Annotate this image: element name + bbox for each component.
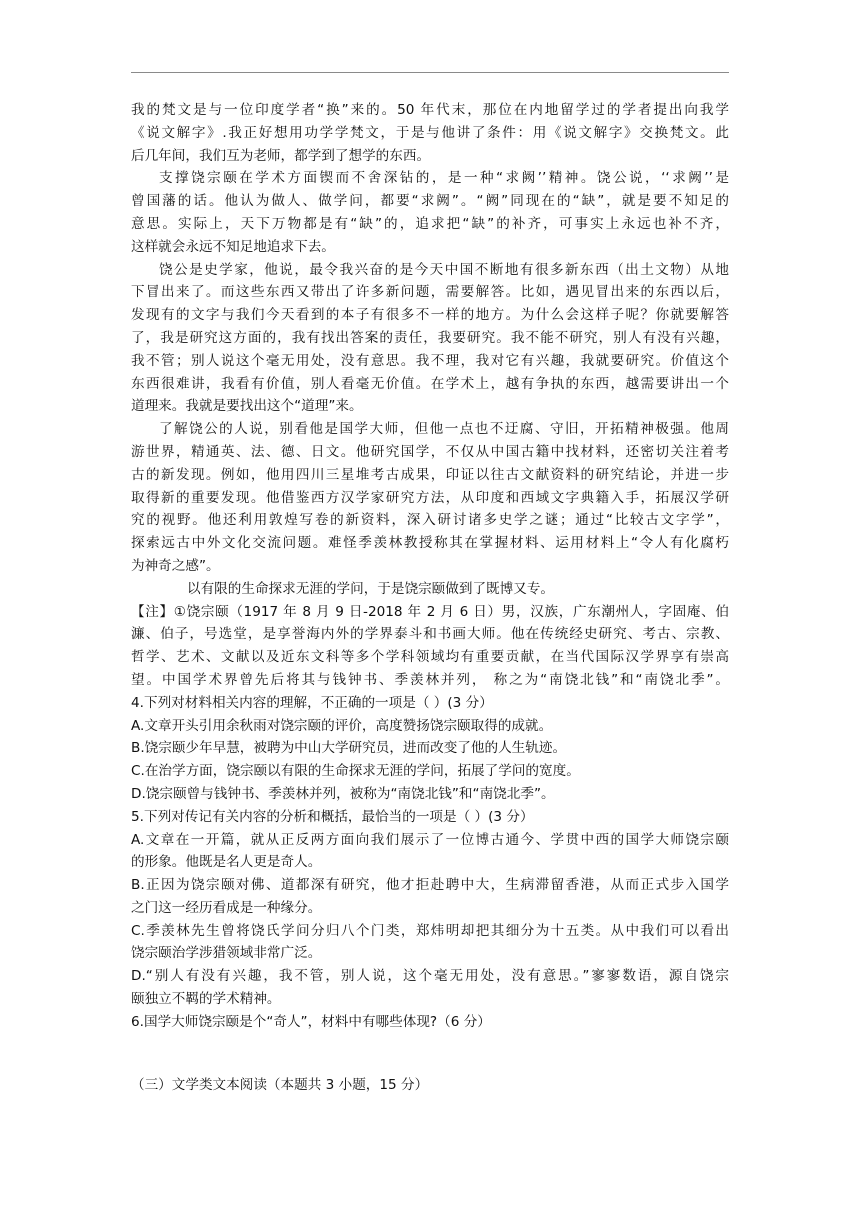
text-line: 古的新发现。例如，他用四川三星堆考古成果，印证以往古文献资料的研究结论，并进一步	[131, 466, 729, 483]
text-line: 这样就会永远不知足地追求下去。	[131, 238, 335, 255]
section-heading: （三）文学类文本阅读（本题共 3 小题，15 分）	[131, 1077, 429, 1093]
option-line: 饶宗颐治学涉猎领域非常广泛。	[131, 945, 322, 962]
text-line: 《说文解字》.我正好想用功学学梵文，于是与他讲了条件：用《说文解字》交换梵文。此	[131, 124, 729, 141]
text-line: 支撑饶宗颐在学术方面锲而不舍深钻的，是一种“求阙’’精神。饶公说，‘‘求阙’’是	[159, 170, 729, 187]
question-line: 5.下列对传记有关内容的分析和概括，最恰当的一项是（ ）(3 分）	[131, 808, 534, 825]
text-line: 我的梵文是与一位印度学者“换”来的。50 年代末，那位在内地留学过的学者提出向我学	[131, 102, 729, 118]
text-line: 了解饶公的人说，别看他是国学大师，但他一点也不迂腐、守旧，开拓精神极强。他周	[159, 421, 729, 438]
text-line: 游世界，精通英、法、德、日文。他研究国学，不仅从中国古籍中找材料，还密切关注着考	[131, 443, 729, 460]
option-line: B.正因为饶宗颐对佛、道都深有研究，他才拒赴聘中大，生病滞留香港，从而正式步入国学	[131, 877, 729, 894]
text-line: 曾国藩的话。他认为做人、做学问，都要“求阙”。“阙”同现在的“缺”，就是要不知足的	[131, 193, 729, 210]
text-line: 探索远古中外文化交流问题。难怪季羡林教授称其在掌握材料、运用材料上“令人有化腐朽	[131, 535, 729, 552]
text-line: 意思。实际上，天下万物都是有“缺”的，追求把“缺”的补齐，可事实上永远也补不齐，	[131, 215, 729, 232]
option-line: D.“别人有没有兴趣，我不管，别人说，这个毫无用处，没有意思。”寥寥数语，源自饶宗	[131, 968, 729, 985]
text-line: 究的视野。他还利用敦煌写卷的新资料，深入研讨诸多史学之谜；通过“比较古文字学”，	[131, 512, 729, 529]
text-line: 为神奇之感”。	[131, 557, 220, 574]
document-body	[131, 99, 729, 1034]
option-line: 的形象。他既是名人更是奇人。	[131, 854, 322, 871]
option-line: D.饶宗颐曾与钱钟书、季羡林并列，被称为“南饶北钱”和“南饶北季”。	[131, 785, 555, 802]
option-line: 之门这一经历看成是一种缘分。	[131, 899, 322, 916]
note-line: 哲学、艺术、文献以及近东文科等多个学科领域均有重要贡献，在当代国际汉学界享有崇高	[131, 649, 729, 666]
option-line: C.季羡林先生曾将饶氏学问分归八个门类，郑炜明却把其细分为十五类。从中我们可以看出	[131, 922, 729, 939]
question-line: 4.下列对材料相关内容的理解，不正确的一项是（ ）(3 分）	[131, 694, 493, 711]
text-line: 取得新的重要发现。他借鉴西方汉学家研究方法，从印度和西域文字典籍入手，拓展汉学研	[131, 489, 729, 506]
text-line: 以有限的生命探求无涯的学问，于是饶宗颐做到了既博又专。	[187, 580, 555, 597]
note-line: 濂、伯子，号选堂，是享誉海内外的学界泰斗和书画大师。他在传统经史研究、考古、宗教、	[131, 626, 729, 643]
option-line: A.文章在一开篇，就从正反两方面向我们展示了一位博古通今、学贯中西的国学大师饶宗颐	[131, 831, 729, 848]
text-line: 饶公是史学家，他说，最令我兴奋的是今天中国不断地有很多新东西（出土文物）从地	[159, 261, 729, 278]
text-line: 了，我是研究这方面的，我有找出答案的责任，我要研究。我不能不研究，别人有没有兴趣，	[131, 329, 729, 346]
text-line: 后几年间，我们互为老师，都学到了想学的东西。	[131, 147, 431, 164]
option-line: A.文章开头引用余秋雨对饶宗颐的评价，高度赞扬饶宗颐取得的成就。	[131, 717, 553, 734]
text-line: 东西很难讲，我看有价值，别人看毫无价值。在学术上，越有争执的东西，越需要讲出一个	[131, 375, 729, 392]
note-line: 望。中国学术界曾先后将其与钱钟书、季羡林并列， 称之为“南饶北钱”和“南饶北季”。	[131, 671, 729, 688]
text-line: 我不管；别人说这个毫无用处，没有意思。我不理，我对它有兴趣，我就要研究。价值这个	[131, 352, 729, 369]
text-line: 道理来。我就是要找出这个“道理”来。	[131, 398, 363, 415]
option-line: C.在治学方面，饶宗颐以有限的生命探求无涯的学问，拓展了学问的宽度。	[131, 763, 580, 780]
note-line: 【注】①饶宗颐（1917 年 8 月 9 日-2018 年 2 月 6 日）男，汉族，广东潮州人，字固庵、伯	[131, 603, 729, 620]
option-line: B.饶宗颐少年早慧，被聘为中山大学研究员，进而改变了他的人生轨迹。	[131, 740, 567, 757]
header-rule	[131, 72, 729, 73]
text-line: 下冒出来了。而这些东西又带出了许多新问题，需要解答。比如，遇见冒出来的东西以后，	[131, 284, 729, 301]
text-line: 发现有的文字与我们今天看到的本子有很多不一样的地方。为什么会这样子呢？你就要解答	[131, 307, 729, 324]
question-line: 6.国学大师饶宗颐是个“奇人”，材料中有哪些体现?（6 分）	[131, 1013, 491, 1030]
option-line: 颐独立不羁的学术精神。	[131, 991, 281, 1008]
